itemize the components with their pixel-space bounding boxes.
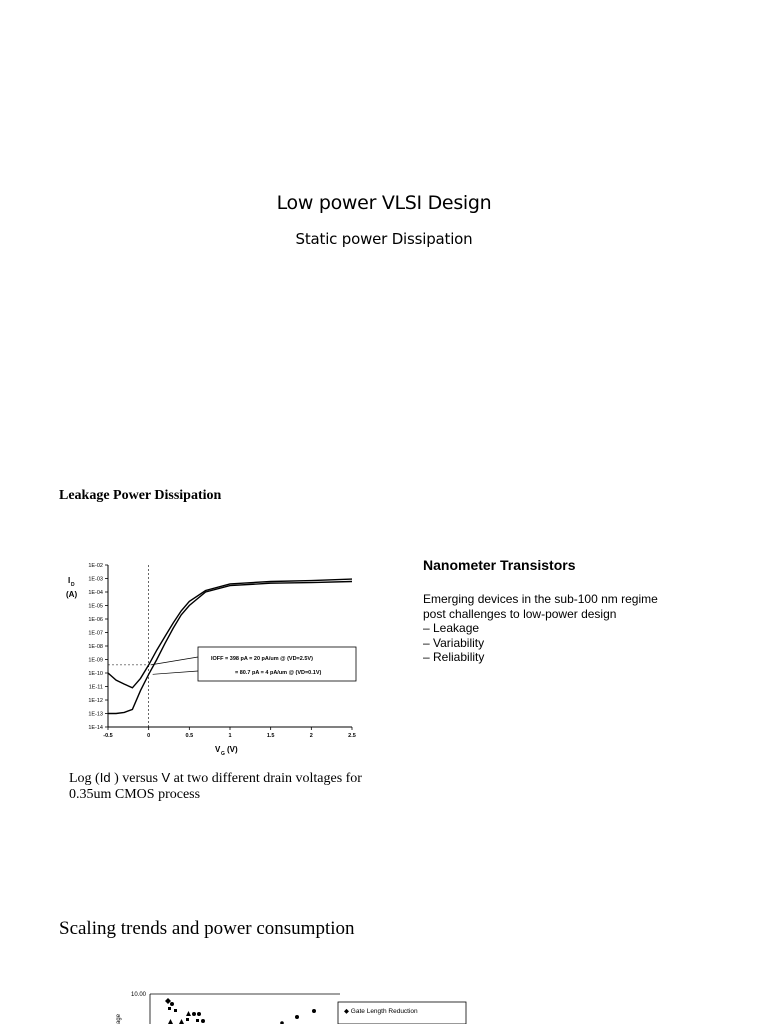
scaling-marker <box>312 1009 316 1013</box>
nanometer-title: Nanometer Transistors <box>423 557 576 573</box>
y-tick-label: 1E-07 <box>88 630 103 637</box>
y-tick-label: 1E-14 <box>88 725 103 731</box>
ioff-annotation-line-2: = 80.7 pA = 4 pA/um @ (VD=0.1V) <box>235 670 322 676</box>
scaling-marker <box>179 1019 184 1024</box>
slide-subtitle: Static power Dissipation <box>295 230 473 248</box>
y-tick-label: 1E-10 <box>88 671 103 677</box>
scaling-marker <box>170 1002 174 1006</box>
caption-text-3: at two different drain voltages for 0.35um CMOS process <box>69 771 362 802</box>
x-tick-label: -0.5 <box>103 733 113 739</box>
y-axis-label-sub: D <box>71 582 75 588</box>
nanometer-item-reliability: – Reliability <box>423 650 485 665</box>
scaling-marker <box>168 1019 173 1024</box>
scaling-marker <box>201 1019 205 1023</box>
caption-id: Id <box>99 770 111 785</box>
slide-title: Low power VLSI Design <box>276 192 492 214</box>
caption-v: V <box>161 770 171 785</box>
scaling-marker <box>192 1012 196 1016</box>
y-tick-label: 1E-06 <box>88 617 103 623</box>
leakage-caption <box>69 770 389 803</box>
y-tick-label: 1E-13 <box>88 711 103 718</box>
y-axis-label: I <box>68 576 71 585</box>
x-tick-label: 0.5 <box>185 733 194 739</box>
scaling-marker <box>295 1015 299 1019</box>
scaling-y-label: age <box>116 1013 122 1024</box>
scaling-marker <box>186 1011 191 1016</box>
y-axis-label-unit: (A) <box>66 590 78 599</box>
scaling-heading: Scaling trends and power consumption <box>59 918 355 939</box>
x-tick-label: 0 <box>147 733 151 739</box>
annotation-leader-2 <box>153 671 198 674</box>
scaling-marker <box>174 1009 177 1012</box>
nanometer-line-1: Emerging devices in the sub-100 nm regime <box>423 592 658 606</box>
nanometer-item-variability: – Variability <box>423 635 485 650</box>
y-tick-label: 1E-09 <box>88 657 103 664</box>
leakage-heading: Leakage Power Dissipation <box>59 488 222 503</box>
scaling-marker <box>168 1007 171 1010</box>
caption-text-2: ) versus <box>110 771 162 786</box>
leakage-chart <box>60 555 370 765</box>
x-axis-label: V <box>215 745 221 754</box>
scaling-markers <box>165 998 316 1024</box>
caption-text-1: Log ( <box>69 771 100 786</box>
y-tick-label: 1E-04 <box>88 590 103 596</box>
scaling-marker <box>196 1019 199 1022</box>
y-tick-label: 1E-03 <box>88 576 103 583</box>
ioff-annotation-line-1: IOFF = 398 pA = 20 pA/um @ (VD=2.5V) <box>211 656 313 662</box>
scaling-chart-fragment <box>100 980 480 1024</box>
y-tick-label: 1E-08 <box>88 644 103 650</box>
y-tick-label: 1E-05 <box>88 603 103 610</box>
scaling-marker <box>165 998 171 1004</box>
nanometer-item-leakage: – Leakage <box>423 621 480 636</box>
y-tick-label: 1E-02 <box>88 563 103 569</box>
scaling-y-tick: 10.00 <box>130 992 146 998</box>
nanometer-body <box>423 592 723 665</box>
y-tick-label: 1E-11 <box>88 684 103 691</box>
scaling-marker <box>197 1012 201 1016</box>
x-tick-label: 2 <box>309 733 313 739</box>
scaling-marker <box>186 1018 189 1021</box>
x-tick-label: 2.5 <box>348 733 356 739</box>
x-axis-label-unit: (V) <box>227 745 238 754</box>
nanometer-line-2: post challenges to low-power design <box>423 606 617 621</box>
x-tick-label: 1.5 <box>266 733 275 739</box>
x-axis-label-sub: G <box>221 751 225 757</box>
x-tick-label: 1 <box>228 733 232 739</box>
y-tick-label: 1E-12 <box>88 698 103 704</box>
scaling-legend-item: ◆ Gate Length Reduction <box>344 1008 418 1015</box>
